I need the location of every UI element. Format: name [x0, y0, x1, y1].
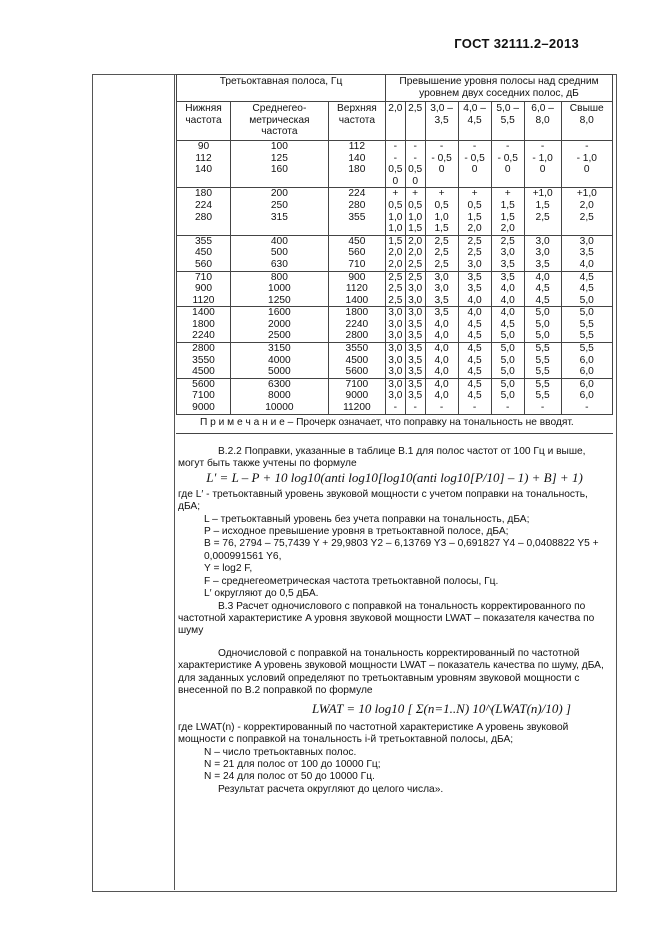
table-cell: +1,0 2,0 2,5	[561, 188, 612, 235]
table-cell: 3,0 3,5 3,5	[405, 307, 425, 343]
table-cell: 4,5 4,5 -	[458, 378, 491, 414]
paragraph-b3: Одночисловой с поправкой на тональность корректированный по частотной характеристике A уровень звуковой мощности LWAT – показатель качества по шуму, дБА, для заданных условий определяют по третьоктавным уровням звуковой мощности с внесенной по В.2 поправкой по формуле	[178, 647, 604, 696]
col-upper-header: Верхняя частота	[328, 102, 385, 141]
table-cell: 5,5 5,5 5,5	[524, 343, 561, 379]
table-cell: 2,5 3,0 3,0	[405, 271, 425, 307]
table-cell: 2,5 2,5 2,5	[386, 271, 406, 307]
tonality-correction-table	[176, 74, 613, 415]
def-p: P – исходное превышение уровня в третьоктавной полосе, дБА;	[204, 526, 509, 538]
col-excess-header: 6,0 – 8,0	[524, 102, 561, 141]
table-cell: 4,0 4,5 4,5	[524, 271, 561, 307]
col-excess-header: 2,0	[386, 102, 406, 141]
table-cell: 5,0 5,0 -	[491, 378, 524, 414]
body-text	[176, 446, 613, 797]
def-n: N – число третьоктавных полос.	[204, 746, 357, 758]
table-cell: 1,5 2,0 2,0	[386, 235, 406, 271]
table-cell: 2,5 2,5 2,5	[425, 235, 458, 271]
table-row	[177, 307, 613, 343]
document-header: ГОСТ 32111.2–2013	[454, 36, 579, 51]
col-excess-header: 2,5	[405, 102, 425, 141]
table-cell: 112 140 180	[328, 140, 385, 187]
table-cell: 3,0 3,0 -	[386, 378, 406, 414]
table-row	[177, 378, 613, 414]
table-cell: 4,0 4,0 -	[425, 378, 458, 414]
table-cell: 180 224 280	[177, 188, 231, 235]
table-cell: 6300 8000 10000	[231, 378, 329, 414]
table-cell: 5,0 5,0 5,0	[524, 307, 561, 343]
table-cell: - - 1,0 0	[524, 140, 561, 187]
table-row	[177, 235, 613, 271]
table-cell: + 0,5 1,5 2,0	[458, 188, 491, 235]
table-row	[177, 271, 613, 307]
paragraph-where-lwat: где LWAT(n) - корректированный по частотной характеристике A уровень звуковой мощности с поправкой на тональность i-й третьоктавной полосы, дБА;	[178, 721, 569, 746]
table-note: П р и м е ч а н и е – Прочерк означает, что поправку на тональность не вводят.	[176, 415, 613, 434]
table-cell: 100 125 160	[231, 140, 329, 187]
table-cell: 3,5 4,0 4,0	[491, 271, 524, 307]
table-cell: 800 1000 1250	[231, 271, 329, 307]
col-lower-header: Нижняя частота	[177, 102, 231, 141]
table-cell: 5,0 5,5 5,5	[561, 307, 612, 343]
table-cell: + 0,5 1,0 1,0	[386, 188, 406, 235]
table-cell: 4,0 4,0 4,0	[425, 343, 458, 379]
table-cell: 400 500 630	[231, 235, 329, 271]
table-cell: - - 0,5 0	[386, 140, 406, 187]
table-cell: 5,0 5,0 5,0	[491, 343, 524, 379]
table-cell: 3550 4500 5600	[328, 343, 385, 379]
table-cell: - - 0,5 0	[425, 140, 458, 187]
table-cell: 355 450 560	[177, 235, 231, 271]
formula-lwat: LWAT = 10 log10 [ Σ(n=1..N) 10^(LWAT(n)/10) ]	[312, 701, 571, 717]
table-cell: 3,5 3,5 -	[405, 378, 425, 414]
col-excess-header: 4,0 – 4,5	[458, 102, 491, 141]
table-cell: 3,5 4,0 4,0	[425, 307, 458, 343]
table-cell: 4,5 4,5 5,0	[561, 271, 612, 307]
table-cell: 90 112 140	[177, 140, 231, 187]
col-excess-header: Свыше 8,0	[561, 102, 612, 141]
table-cell: 1600 2000 2500	[231, 307, 329, 343]
table-cell: - - 0,5 0	[491, 140, 524, 187]
table-cell: 3150 4000 5000	[231, 343, 329, 379]
table-cell: 900 1120 1400	[328, 271, 385, 307]
table-cell: 3,5 3,5 3,5	[405, 343, 425, 379]
table-cell: 3,5 3,5 4,0	[458, 271, 491, 307]
table-cell: 3,0 3,0 3,5	[425, 271, 458, 307]
table-cell: 2,5 3,0 3,5	[491, 235, 524, 271]
table-cell: 4,5 4,5 4,5	[458, 343, 491, 379]
result-rounding: Результат расчета округляют до целого числа».	[218, 783, 444, 795]
table-cell: +1,0 1,5 2,5	[524, 188, 561, 235]
def-y: Y = log2 F,	[204, 563, 253, 575]
table-cell: + 1,5 1,5 2,0	[491, 188, 524, 235]
table-cell: 224 280 355	[328, 188, 385, 235]
table-cell: 3,0 3,0 3,0	[386, 307, 406, 343]
table-cell: 450 560 710	[328, 235, 385, 271]
table-cell: - - 0,5 0	[458, 140, 491, 187]
table-cell: 4,0 4,5 5,0	[491, 307, 524, 343]
table-cell: 2,0 2,0 2,5	[405, 235, 425, 271]
section-b3-heading: В.3 Расчет одночислового с поправкой на тональность корректированного по частотной характеристике A уровня звуковой мощности LWAT – показателя качества по шуму	[178, 600, 595, 637]
paragraph-where-l-prime: где L′ - третьоктавный уровень звуковой мощности с учетом поправки на тональность, дБА;	[178, 488, 588, 513]
col-center-header: Среднегео-метрическая частота	[231, 102, 329, 141]
table-cell: 200 250 315	[231, 188, 329, 235]
group-header-band: Третьоктавная полоса, Гц	[177, 75, 386, 102]
table-cell: - - 1,0 0	[561, 140, 612, 187]
col-excess-header: 5,0 – 5,5	[491, 102, 524, 141]
paragraph-b22: В.2.2 Поправки, указанные в таблице В.1 для полос частот от 100 Гц и выше, могут быть также учтены по формуле	[178, 445, 586, 470]
table-cell: 4,0 4,5 4,5	[458, 307, 491, 343]
table-cell: 5,5 5,5 -	[524, 378, 561, 414]
table-cell: 1800 2240 2800	[328, 307, 385, 343]
table-cell: 3,0 3,0 3,5	[524, 235, 561, 271]
table-cell: 5600 7100 9000	[177, 378, 231, 414]
n-21: N = 21 для полос от 100 до 10000 Гц;	[204, 758, 381, 770]
table-row	[177, 140, 613, 187]
table-cell: - - 0,5 0	[405, 140, 425, 187]
formula-l-prime: L′ = L – P + 10 log10(anti log10[log10(anti log10[P/10] – 1) + B] + 1)	[206, 470, 583, 486]
table-cell: 6,0 6,0 -	[561, 378, 612, 414]
def-b: B = 76, 2794 – 75,7439 Y + 29,9803 Y2 – 6,13769 Y3 – 0,691827 Y4 – 0,0408822 Y5 + 0,000991561 Y6,	[204, 538, 599, 562]
table-cell: 2,5 2,5 3,0	[458, 235, 491, 271]
table-cell: 7100 9000 11200	[328, 378, 385, 414]
table-cell: + 0,5 1,0 1,5	[425, 188, 458, 235]
table-cell: 1400 1800 2240	[177, 307, 231, 343]
rounding-note: L′ округляют до 0,5 дБА.	[204, 588, 319, 600]
left-margin-column	[92, 74, 175, 890]
table-cell: 2800 3550 4500	[177, 343, 231, 379]
content-area	[176, 74, 615, 796]
table-cell: 3,0 3,5 4,0	[561, 235, 612, 271]
def-f: F – среднегеометрическая частота третьоктавной полосы, Гц.	[204, 575, 499, 587]
table-row	[177, 343, 613, 379]
table-cell: 5,5 6,0 6,0	[561, 343, 612, 379]
table-cell: 710 900 1120	[177, 271, 231, 307]
group-header-excess: Превышение уровня полосы над средним уровнем двух соседних полос, дБ	[386, 75, 613, 102]
table-cell: + 0,5 1,0 1,5	[405, 188, 425, 235]
table-row	[177, 188, 613, 235]
def-l: L – третьоктавный уровень без учета поправки на тональность, дБА;	[204, 513, 530, 525]
n-24: N = 24 для полос от 50 до 10000 Гц.	[204, 771, 375, 783]
col-excess-header: 3,0 – 3,5	[425, 102, 458, 141]
table-cell: 3,0 3,0 3,0	[386, 343, 406, 379]
